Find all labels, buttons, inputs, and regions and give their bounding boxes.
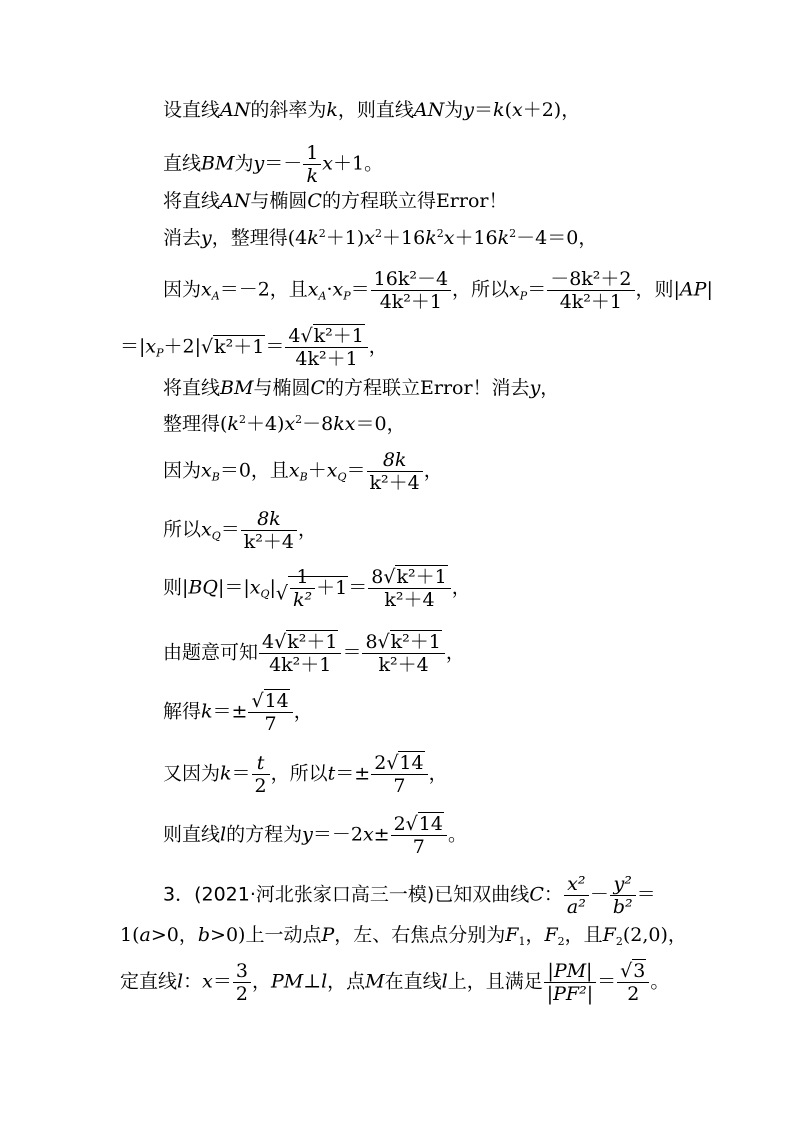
question-3-line-1: 3．(2021·河北张家口高三一模)已知双曲线C： $\frac{\text{x²}}{\text{a²}}$ － $\frac{\text{y²}}{\text{b²}}$ ＝ <box>163 873 656 918</box>
line-xa-xp: 因为$x_A=-2$，且$x_A\cdot x_P=$ $\frac{\text{16k²－4}}{\text{4k²＋1}}$ ，所以$x_P=$ $\frac{\text{－8k²＋2}}{\text{4k²＋1}}$ ，则|AP| <box>163 268 713 313</box>
fraction: $\frac{\text{y²}}{\text{b²}}$ <box>610 873 636 918</box>
line-bm-equation: 直线BM为y＝－ $\frac{1}{k}$ x＋1。 <box>163 142 384 187</box>
fraction: $\frac{2√14}{7}$ <box>391 813 447 858</box>
fraction: $\frac{\text{8√k²＋1}}{\text{k²＋4}}$ <box>368 566 450 611</box>
sqrt: √ $\frac{1}{\text{k²}}$ ＋1 <box>275 566 348 611</box>
line-solve-t: 又因为k＝ $\frac{t}{2}$ ，所以t＝± $\frac{2√14}{7}$ ， <box>163 752 448 797</box>
line-equation-k: 由题意可知 $\frac{\text{4√k²＋1}}{\text{4k²＋1}}$ ＝ $\frac{\text{8√k²＋1}}{\text{k²＋4}}$ ， <box>163 631 465 676</box>
line-equation-l: 则直线l的方程为y＝－2x± $\frac{2√14}{7}$ 。 <box>163 813 467 858</box>
question-3-line-3: 定直线l：x＝ $\frac{3}{2}$ ，PM⊥l，点M在直线l上，且满足 $\frac{|PM|}{\text{|PF²|}}$ ＝ $\frac{√3}{2}$ 。 <box>120 960 670 1005</box>
line-slope-an: 设直线AN的斜率为k，则直线AN为y＝k(x＋2)， <box>163 99 581 121</box>
line-xq-value: 所以$x_Q=$ $\frac{8k}{\text{k²＋4}}$ ， <box>163 508 318 553</box>
fraction: $\frac{1}{k}$ <box>303 142 321 187</box>
line-combine-bm-ellipse: 将直线BM与椭圆C的方程联立Error！消去y， <box>163 377 560 399</box>
fraction: $\frac{t}{2}$ <box>252 752 270 797</box>
fraction: $\frac{√14}{7}$ <box>248 690 292 735</box>
fraction: $\frac{8k}{\text{k²＋4}}$ <box>367 449 423 494</box>
sqrt: √k²＋1 <box>201 335 265 358</box>
fraction: $\frac{√3}{2}$ <box>617 960 649 1005</box>
fraction: $\frac{3}{2}$ <box>233 960 251 1005</box>
fraction: $\frac{\text{x²}}{\text{a²}}$ <box>564 873 589 918</box>
fraction: $\frac{2√14}{7}$ <box>371 752 427 797</box>
fraction: $\frac{\text{4√k²＋1}}{\text{4k²＋1}}$ <box>285 325 367 370</box>
line-combine-an-ellipse: 将直线AN与椭圆C的方程联立得Error！ <box>163 190 508 212</box>
line-eliminate-y: 消去y，整理得$(4k^2+1)x^2+16k^2x+16k^2-4=0$， <box>163 227 598 249</box>
line-simplify-bm: 整理得$(k^2+4)x^2-8kx=0$， <box>163 413 406 435</box>
fraction: $\frac{\text{8√k²＋1}}{\text{k²＋4}}$ <box>362 631 444 676</box>
line-bq-length: 则$|BQ|=|x_Q|√$ $\frac{1}{\text{k²}}$ ＋1＝ $\frac{\text{8√k²＋1}}{\text{k²＋4}}$ ， <box>163 566 471 611</box>
fraction: $\frac{|PM|}{\text{|PF²|}}$ <box>544 960 596 1005</box>
line-xb-xq-sum: 因为$x_B=0$，且$x_B+x_Q=$ $\frac{8k}{\text{k²＋4}}$ ， <box>163 449 443 494</box>
fraction: $\frac{\text{4√k²＋1}}{\text{4k²＋1}}$ <box>259 631 341 676</box>
fraction: $\frac{8k}{\text{k²＋4}}$ <box>241 508 297 553</box>
line-solve-k: 解得k＝± $\frac{√14}{7}$ ， <box>163 690 313 735</box>
fraction: $\frac{\text{－8k²＋2}}{\text{4k²＋1}}$ <box>547 268 634 313</box>
fraction: $\frac{\text{16k²－4}}{\text{4k²＋1}}$ <box>371 268 451 313</box>
line-ap-length: $=|x_P+2|√k^2+1=$ $\frac{\text{4√k²＋1}}{\text{4k²＋1}}$ ， <box>120 325 388 370</box>
question-3-line-2: 1(a>0，b>0)上一动点P，左、右焦点分别为$F_1$，$F_2$，且$F_2(2,0)$， <box>120 924 687 948</box>
